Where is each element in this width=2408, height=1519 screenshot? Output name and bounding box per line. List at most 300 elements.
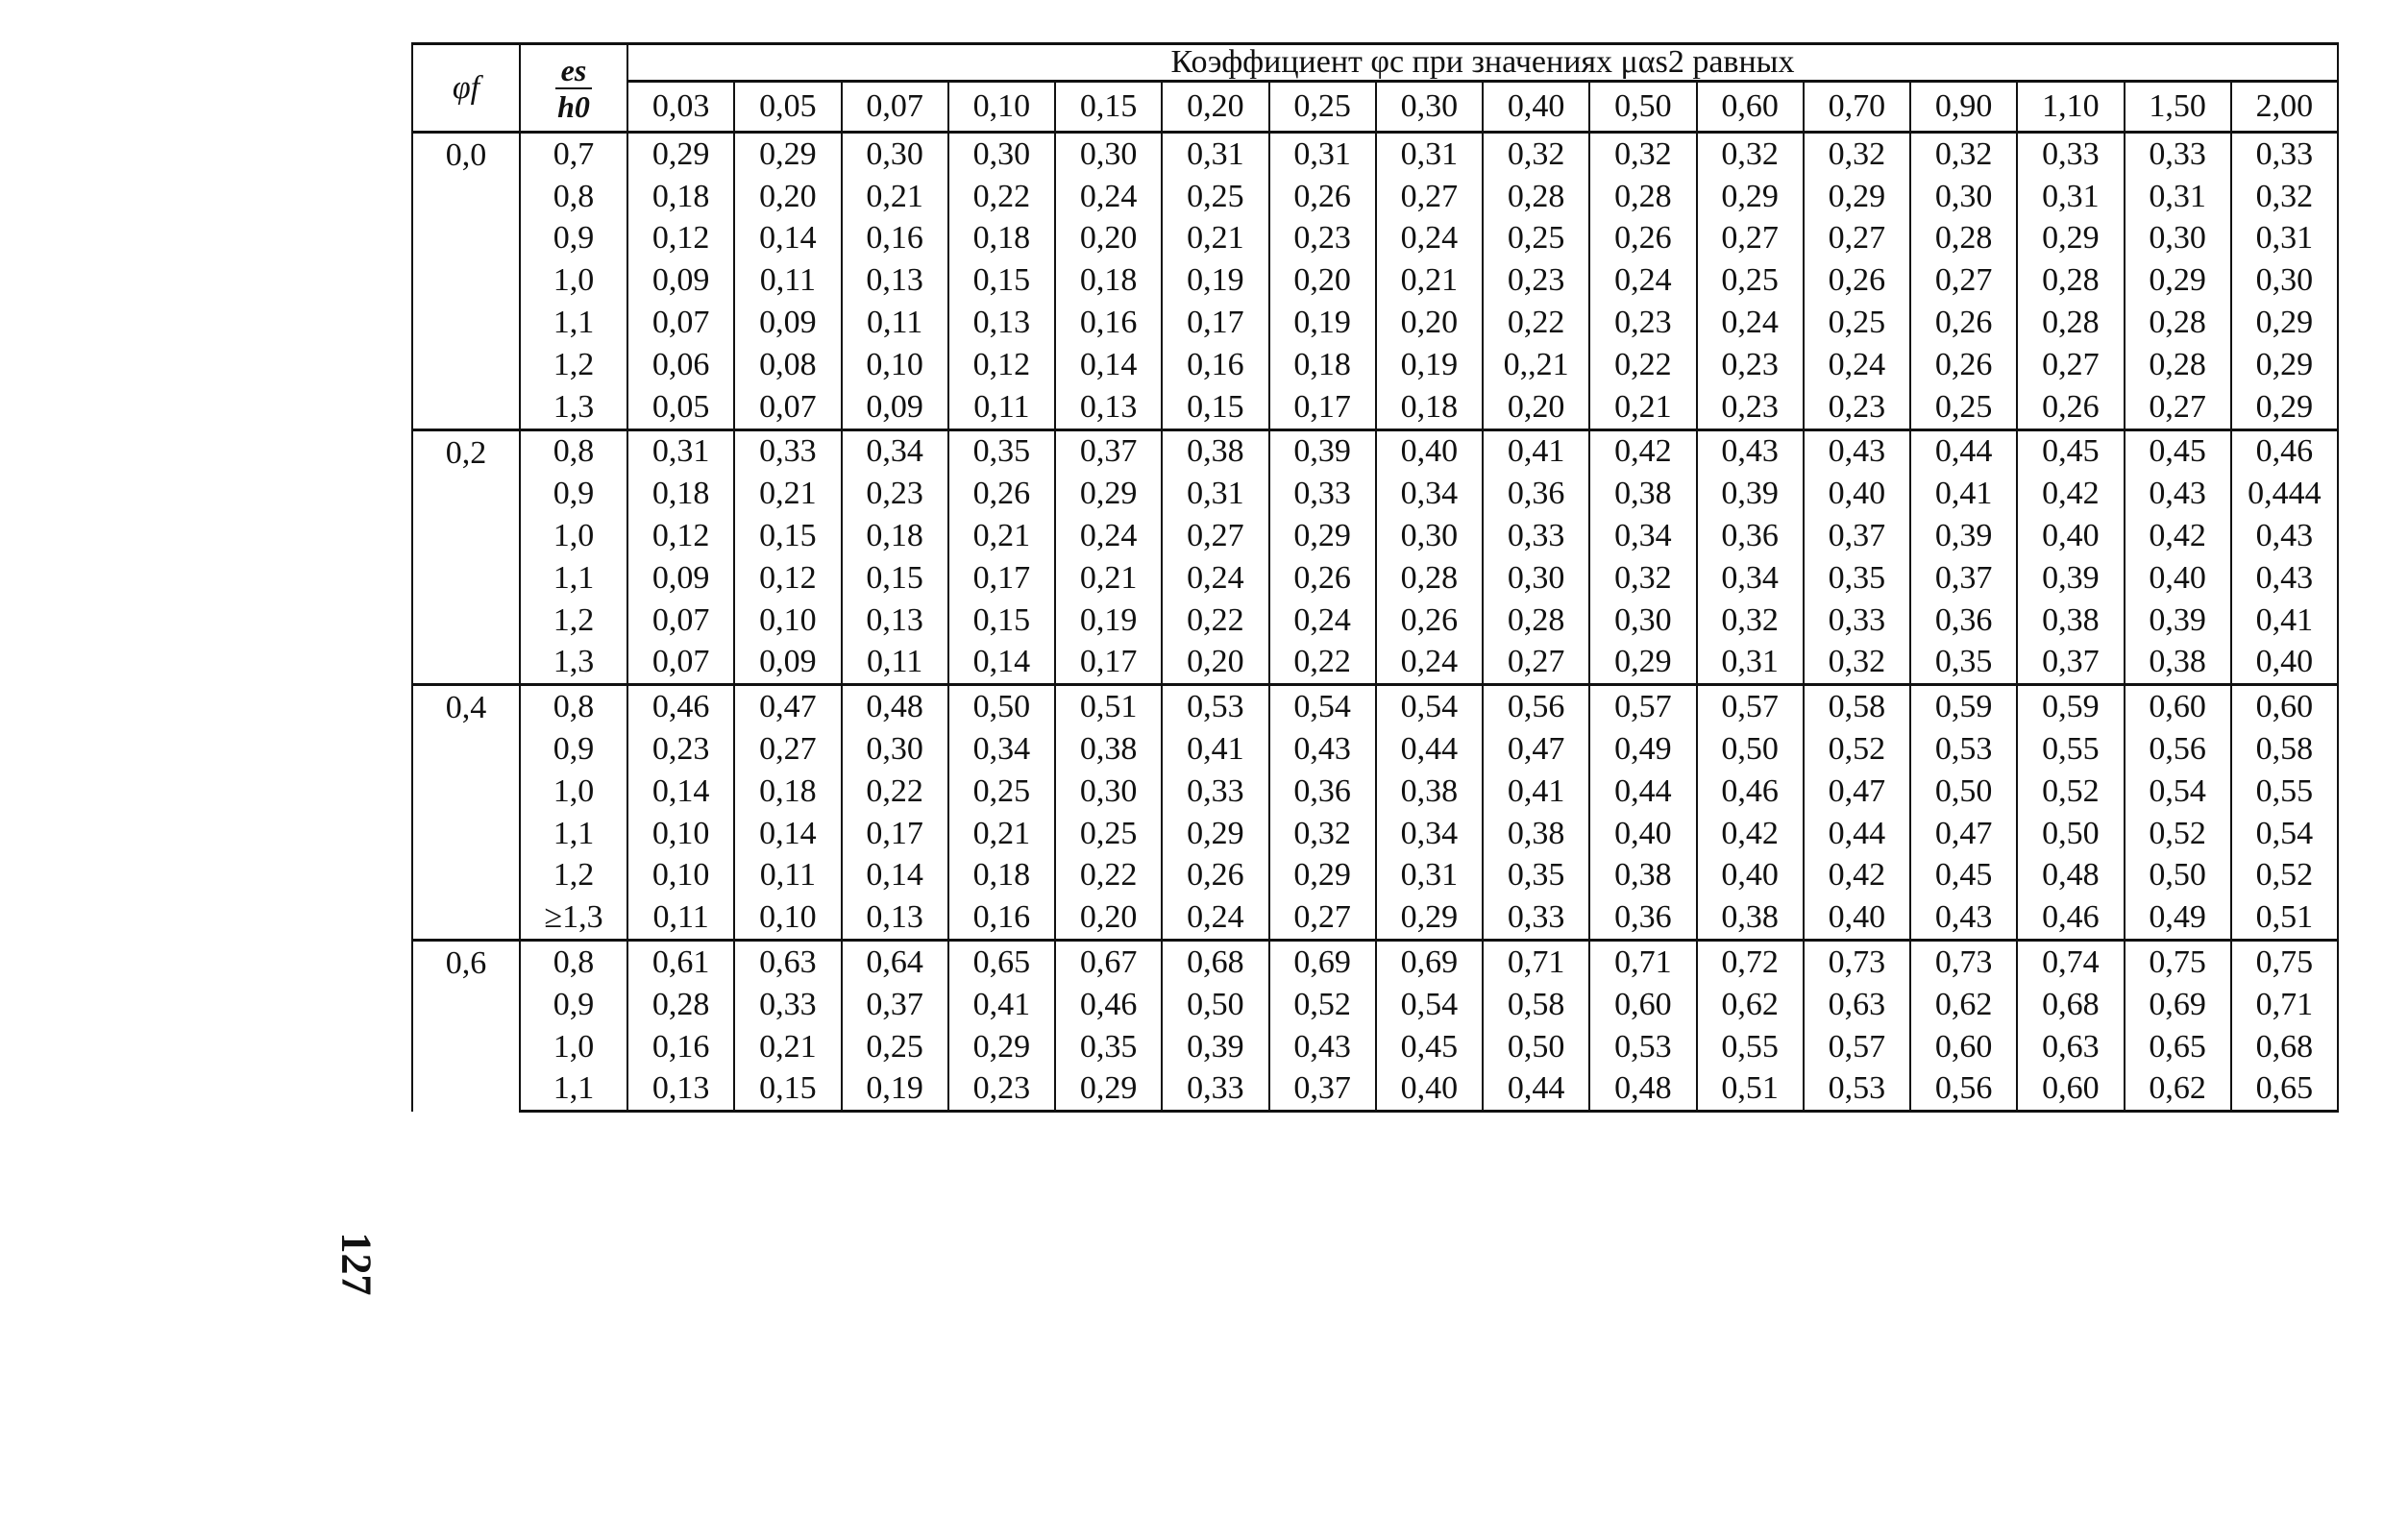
coefficient-cell: 0,21 (1162, 218, 1268, 260)
coefficient-cell: 0,33 (1162, 771, 1268, 813)
es-h0-cell: 0,8 (520, 941, 627, 984)
coefficient-cell: 0,21 (948, 813, 1055, 855)
coefficient-cell: 0,58 (2231, 728, 2338, 771)
coefficient-cell: 0,31 (627, 429, 734, 473)
coefficient-cell: 0,41 (1483, 771, 1589, 813)
coefficient-cell: 0,28 (1910, 218, 2017, 260)
coefficient-cell: 0,,21 (1483, 344, 1589, 386)
coefficient-cell: 0,72 (1697, 941, 1804, 984)
es-h0-header (520, 44, 627, 133)
coefficient-cell: 0,29 (2231, 302, 2338, 344)
coefficient-cell: 0,49 (1589, 728, 1696, 771)
coefficient-cell: 0,38 (1055, 728, 1162, 771)
coefficient-cell: 0,13 (948, 302, 1055, 344)
coefficient-cell: 0,26 (1804, 259, 1910, 302)
coefficient-cell: 0,33 (1804, 600, 1910, 642)
es-h0-cell: 1,3 (520, 642, 627, 685)
coefficient-cell: 0,29 (2231, 344, 2338, 386)
table-row (412, 771, 2338, 813)
coefficient-cell: 0,26 (948, 473, 1055, 515)
coefficient-cell: 0,44 (1376, 728, 1483, 771)
coefficient-cell: 0,48 (842, 685, 948, 728)
coefficient-cell: 0,73 (1910, 941, 2017, 984)
coefficient-cell: 0,34 (1376, 813, 1483, 855)
coefficient-cell: 0,65 (2125, 1026, 2231, 1068)
coefficient-cell: 0,60 (1589, 984, 1696, 1026)
table-row (412, 133, 2338, 176)
coefficient-cell: 0,28 (627, 984, 734, 1026)
coefficient-cell: 0,07 (734, 386, 841, 429)
coefficient-cell: 0,35 (1910, 642, 2017, 685)
coefficient-cell: 0,17 (1269, 386, 1376, 429)
table-row (412, 176, 2338, 218)
coefficient-cell: 0,50 (948, 685, 1055, 728)
coefficient-cell: 0,20 (1483, 386, 1589, 429)
coefficient-cell: 0,29 (1269, 855, 1376, 897)
coefficient-cell: 0,51 (1697, 1068, 1804, 1112)
coefficient-cell: 0,37 (1804, 515, 1910, 557)
es-h0-cell: 0,9 (520, 728, 627, 771)
coefficient-cell: 0,20 (734, 176, 841, 218)
coefficient-cell: 0,42 (2125, 515, 2231, 557)
coefficient-cell: 0,24 (1055, 176, 1162, 218)
coefficient-cell: 0,27 (1483, 642, 1589, 685)
coefficient-cell: 0,28 (1483, 176, 1589, 218)
coefficient-cell: 0,31 (2231, 218, 2338, 260)
coefficient-cell: 0,32 (1804, 133, 1910, 176)
coefficient-cell: 0,33 (734, 429, 841, 473)
coefficient-cell: 0,48 (2017, 855, 2124, 897)
coefficient-cell: 0,74 (2017, 941, 2124, 984)
coefficient-cell: 0,34 (1697, 557, 1804, 600)
coefficient-cell: 0,16 (1055, 302, 1162, 344)
coefficient-cell: 0,38 (1589, 473, 1696, 515)
coefficient-cell: 0,34 (1376, 473, 1483, 515)
coefficient-cell: 0,42 (1697, 813, 1804, 855)
coefficient-cell: 0,45 (2125, 429, 2231, 473)
coefficient-cell: 0,31 (2017, 176, 2124, 218)
coefficient-cell: 0,38 (2017, 600, 2124, 642)
table-row (412, 600, 2338, 642)
mu-value-header: 0,20 (1162, 82, 1268, 133)
coefficient-cell: 0,32 (2231, 176, 2338, 218)
coefficient-cell: 0,17 (1162, 302, 1268, 344)
coefficient-cell: 0,29 (1162, 813, 1268, 855)
coefficient-cell: 0,29 (1804, 176, 1910, 218)
coefficient-cell: 0,69 (1269, 941, 1376, 984)
coefficient-cell: 0,26 (1162, 855, 1268, 897)
coefficient-cell: 0,40 (2231, 642, 2338, 685)
table-row (412, 1026, 2338, 1068)
coefficient-cell: 0,67 (1055, 941, 1162, 984)
mu-value-header: 1,10 (2017, 82, 2124, 133)
coefficient-cell: 0,33 (1483, 515, 1589, 557)
es-h0-cell: 0,8 (520, 429, 627, 473)
coefficient-cell: 0,11 (842, 302, 948, 344)
es-h0-cell: 1,0 (520, 771, 627, 813)
coefficient-cell: 0,38 (1589, 855, 1696, 897)
coefficient-cell: 0,36 (1269, 771, 1376, 813)
coefficient-cell: 0,55 (2017, 728, 2124, 771)
table-row (412, 302, 2338, 344)
coefficient-cell: 0,51 (1055, 685, 1162, 728)
coefficient-cell: 0,20 (1055, 896, 1162, 940)
table-row (412, 557, 2338, 600)
coefficient-cell: 0,07 (627, 642, 734, 685)
coefficient-cell: 0,62 (2125, 1068, 2231, 1112)
coefficient-cell: 0,14 (948, 642, 1055, 685)
coefficient-cell: 0,34 (842, 429, 948, 473)
coefficient-cell: 0,18 (842, 515, 948, 557)
coefficient-cell: 0,30 (1589, 600, 1696, 642)
coefficient-cell: 0,30 (842, 133, 948, 176)
coefficient-cell: 0,60 (2231, 685, 2338, 728)
coefficient-cell: 0,33 (1269, 473, 1376, 515)
coefficient-cell: 0,43 (1804, 429, 1910, 473)
coefficient-cell: 0,16 (627, 1026, 734, 1068)
coefficient-cell: 0,09 (842, 386, 948, 429)
coefficient-cell: 0,18 (1376, 386, 1483, 429)
coefficient-table (411, 42, 2339, 1113)
coefficient-cell: 0,52 (1804, 728, 1910, 771)
coefficient-cell: 0,21 (1589, 386, 1696, 429)
coefficient-cell: 0,40 (1804, 473, 1910, 515)
coefficient-cell: 0,53 (1910, 728, 2017, 771)
mu-value-header: 0,50 (1589, 82, 1696, 133)
coefficient-cell: 0,30 (1483, 557, 1589, 600)
coefficient-cell: 0,40 (1376, 1068, 1483, 1112)
coefficient-cell: 0,65 (948, 941, 1055, 984)
coefficient-cell: 0,27 (1269, 896, 1376, 940)
coefficient-cell: 0,50 (2017, 813, 2124, 855)
coefficient-cell: 0,11 (948, 386, 1055, 429)
coefficient-cell: 0,17 (948, 557, 1055, 600)
es-h0-cell: 0,8 (520, 176, 627, 218)
coefficient-cell: 0,20 (1376, 302, 1483, 344)
coefficient-cell: 0,27 (734, 728, 841, 771)
coefficient-cell: 0,18 (1055, 259, 1162, 302)
coefficient-cell: 0,57 (1589, 685, 1696, 728)
coefficient-cell: 0,10 (627, 855, 734, 897)
coefficient-cell: 0,22 (1055, 855, 1162, 897)
es-denominator: h0 (557, 88, 590, 124)
table-row (412, 515, 2338, 557)
coefficient-cell: 0,54 (2231, 813, 2338, 855)
coefficient-cell: 0,43 (2231, 557, 2338, 600)
es-h0-cell: 1,2 (520, 344, 627, 386)
coefficient-cell: 0,13 (842, 600, 948, 642)
coefficient-cell: 0,32 (1697, 600, 1804, 642)
coefficient-cell: 0,31 (1376, 855, 1483, 897)
coefficient-cell: 0,23 (1697, 344, 1804, 386)
coefficient-cell: 0,29 (948, 1026, 1055, 1068)
coefficient-cell: 0,14 (842, 855, 948, 897)
coefficient-cell: 0,53 (1804, 1068, 1910, 1112)
coefficient-cell: 0,39 (1269, 429, 1376, 473)
table-row (412, 344, 2338, 386)
coefficient-cell: 0,18 (734, 771, 841, 813)
mu-value-header: 0,10 (948, 82, 1055, 133)
es-h0-cell: ≥1,3 (520, 896, 627, 940)
coefficient-cell: 0,30 (1910, 176, 2017, 218)
coefficient-cell: 0,39 (1697, 473, 1804, 515)
coefficient-cell: 0,25 (842, 1026, 948, 1068)
mu-value-header: 0,40 (1483, 82, 1589, 133)
table-row (412, 1068, 2338, 1112)
coefficient-cell: 0,50 (1697, 728, 1804, 771)
coefficient-cell: 0,27 (1162, 515, 1268, 557)
table-row (412, 813, 2338, 855)
coefficient-cell: 0,09 (734, 302, 841, 344)
table-row (412, 473, 2338, 515)
coefficient-cell: 0,26 (1269, 557, 1376, 600)
coefficient-cell: 0,57 (1697, 685, 1804, 728)
coefficient-cell: 0,33 (2231, 133, 2338, 176)
coefficient-cell: 0,58 (1483, 984, 1589, 1026)
coefficient-cell: 0,20 (1269, 259, 1376, 302)
mu-value-header: 1,50 (2125, 82, 2231, 133)
coefficient-cell: 0,24 (1804, 344, 1910, 386)
phi-f-header: φf (412, 44, 520, 133)
coefficient-cell: 0,60 (1910, 1026, 2017, 1068)
coefficient-cell: 0,23 (1697, 386, 1804, 429)
coefficient-cell: 0,41 (1162, 728, 1268, 771)
phi-f-cell: 0,6 (412, 941, 520, 1112)
coefficient-cell: 0,40 (2017, 515, 2124, 557)
coefficient-cell: 0,29 (627, 133, 734, 176)
coefficient-cell: 0,45 (2017, 429, 2124, 473)
coefficient-cell: 0,30 (842, 728, 948, 771)
coefficient-cell: 0,53 (1162, 685, 1268, 728)
coefficient-cell: 0,34 (948, 728, 1055, 771)
coefficient-cell: 0,25 (1483, 218, 1589, 260)
coefficient-cell: 0,21 (1055, 557, 1162, 600)
coefficient-cell: 0,52 (1269, 984, 1376, 1026)
mu-values-row (412, 82, 2338, 133)
coefficient-cell: 0,68 (2231, 1026, 2338, 1068)
coefficient-cell: 0,18 (627, 176, 734, 218)
coefficient-cell: 0,12 (948, 344, 1055, 386)
coefficient-cell: 0,12 (734, 557, 841, 600)
coefficient-cell: 0,24 (1376, 218, 1483, 260)
coefficient-cell: 0,30 (1055, 133, 1162, 176)
coefficient-cell: 0,21 (734, 1026, 841, 1068)
coefficient-cell: 0,46 (2017, 896, 2124, 940)
coefficient-cell: 0,14 (734, 218, 841, 260)
mu-value-header: 0,30 (1376, 82, 1483, 133)
coefficient-cell: 0,56 (1483, 685, 1589, 728)
es-h0-cell: 0,9 (520, 218, 627, 260)
coefficient-cell: 0,37 (1055, 429, 1162, 473)
es-h0-cell: 0,9 (520, 473, 627, 515)
phi-f-cell: 0,2 (412, 429, 520, 685)
coefficient-cell: 0,56 (2125, 728, 2231, 771)
coefficient-cell: 0,25 (1697, 259, 1804, 302)
coefficient-cell: 0,46 (1697, 771, 1804, 813)
coefficient-cell: 0,09 (627, 557, 734, 600)
coefficient-cell: 0,11 (734, 259, 841, 302)
coefficient-cell: 0,29 (1697, 176, 1804, 218)
coefficient-cell: 0,22 (842, 771, 948, 813)
coefficient-cell: 0,43 (2125, 473, 2231, 515)
coefficient-cell: 0,13 (842, 896, 948, 940)
es-h0-cell: 1,1 (520, 557, 627, 600)
coefficient-cell: 0,26 (1589, 218, 1696, 260)
coefficient-cell: 0,19 (1162, 259, 1268, 302)
coefficient-cell: 0,49 (2125, 896, 2231, 940)
coefficient-cell: 0,26 (2017, 386, 2124, 429)
coefficient-cell: 0,28 (1483, 600, 1589, 642)
coefficient-cell: 0,25 (1055, 813, 1162, 855)
coefficient-cell: 0,29 (1589, 642, 1696, 685)
coefficient-cell: 0,09 (627, 259, 734, 302)
coefficient-title: Коэффициент φc при значениях μαs2 равных (627, 44, 2338, 82)
coefficient-cell: 0,71 (1589, 941, 1696, 984)
coefficient-cell: 0,65 (2231, 1068, 2338, 1112)
coefficient-cell: 0,60 (2125, 685, 2231, 728)
coefficient-cell: 0,54 (1376, 984, 1483, 1026)
coefficient-cell: 0,29 (1055, 473, 1162, 515)
coefficient-cell: 0,05 (627, 386, 734, 429)
coefficient-cell: 0,24 (1376, 642, 1483, 685)
table-row (412, 728, 2338, 771)
coefficient-cell: 0,36 (1589, 896, 1696, 940)
coefficient-cell: 0,17 (842, 813, 948, 855)
coefficient-cell: 0,60 (2017, 1068, 2124, 1112)
coefficient-cell: 0,62 (1697, 984, 1804, 1026)
coefficient-cell: 0,39 (2017, 557, 2124, 600)
coefficient-cell: 0,33 (2017, 133, 2124, 176)
coefficient-cell: 0,29 (2231, 386, 2338, 429)
coefficient-cell: 0,64 (842, 941, 948, 984)
coefficient-cell: 0,444 (2231, 473, 2338, 515)
coefficient-cell: 0,29 (2017, 218, 2124, 260)
coefficient-cell: 0,19 (1269, 302, 1376, 344)
coefficient-cell: 0,75 (2231, 941, 2338, 984)
coefficient-cell: 0,43 (1269, 728, 1376, 771)
mu-value-header: 0,15 (1055, 82, 1162, 133)
coefficient-cell: 0,42 (1804, 855, 1910, 897)
coefficient-cell: 0,13 (842, 259, 948, 302)
coefficient-cell: 0,73 (1804, 941, 1910, 984)
coefficient-cell: 0,23 (842, 473, 948, 515)
coefficient-cell: 0,46 (1055, 984, 1162, 1026)
mu-value-header: 0,03 (627, 82, 734, 133)
coefficient-cell: 0,31 (2125, 176, 2231, 218)
coefficient-cell: 0,39 (1910, 515, 2017, 557)
coefficient-cell: 0,24 (1162, 557, 1268, 600)
coefficient-cell: 0,17 (1055, 642, 1162, 685)
coefficient-cell: 0,10 (842, 344, 948, 386)
coefficient-cell: 0,43 (1697, 429, 1804, 473)
coefficient-cell: 0,18 (948, 218, 1055, 260)
coefficient-cell: 0,24 (1269, 600, 1376, 642)
coefficient-cell: 0,53 (1589, 1026, 1696, 1068)
coefficient-cell: 0,38 (1376, 771, 1483, 813)
coefficient-cell: 0,16 (842, 218, 948, 260)
coefficient-cell: 0,10 (734, 896, 841, 940)
coefficient-cell: 0,52 (2231, 855, 2338, 897)
coefficient-cell: 0,22 (1269, 642, 1376, 685)
coefficient-cell: 0,50 (1483, 1026, 1589, 1068)
coefficient-cell: 0,38 (1697, 896, 1804, 940)
coefficient-cell: 0,44 (1804, 813, 1910, 855)
coefficient-cell: 0,28 (2125, 344, 2231, 386)
coefficient-cell: 0,10 (627, 813, 734, 855)
coefficient-cell: 0,23 (948, 1068, 1055, 1112)
coefficient-cell: 0,40 (1376, 429, 1483, 473)
coefficient-cell: 0,24 (1697, 302, 1804, 344)
coefficient-cell: 0,29 (1055, 1068, 1162, 1112)
coefficient-cell: 0,22 (1162, 600, 1268, 642)
coefficient-cell: 0,37 (1910, 557, 2017, 600)
table-row (412, 855, 2338, 897)
coefficient-cell: 0,27 (1804, 218, 1910, 260)
coefficient-cell: 0,26 (1910, 302, 2017, 344)
table-row (412, 642, 2338, 685)
table-row (412, 429, 2338, 473)
coefficient-cell: 0,33 (734, 984, 841, 1026)
coefficient-cell: 0,59 (1910, 685, 2017, 728)
coefficient-cell: 0,40 (1697, 855, 1804, 897)
coefficient-cell: 0,45 (1910, 855, 2017, 897)
coefficient-cell: 0,20 (1055, 218, 1162, 260)
coefficient-cell: 0,37 (842, 984, 948, 1026)
coefficient-cell: 0,11 (842, 642, 948, 685)
coefficient-cell: 0,28 (2125, 302, 2231, 344)
mu-value-header: 2,00 (2231, 82, 2338, 133)
coefficient-cell: 0,30 (1055, 771, 1162, 813)
coefficient-cell: 0,26 (1376, 600, 1483, 642)
es-h0-cell: 1,2 (520, 600, 627, 642)
coefficient-cell: 0,07 (627, 302, 734, 344)
coefficient-cell: 0,35 (1804, 557, 1910, 600)
coefficient-cell: 0,35 (1483, 855, 1589, 897)
coefficient-cell: 0,54 (1269, 685, 1376, 728)
coefficient-cell: 0,63 (1804, 984, 1910, 1026)
es-h0-cell: 1,0 (520, 515, 627, 557)
coefficient-cell: 0,26 (1910, 344, 2017, 386)
coefficient-cell: 0,21 (842, 176, 948, 218)
coefficient-cell: 0,26 (1269, 176, 1376, 218)
coefficient-cell: 0,18 (627, 473, 734, 515)
coefficient-cell: 0,50 (2125, 855, 2231, 897)
coefficient-cell: 0,33 (2125, 133, 2231, 176)
coefficient-cell: 0,38 (2125, 642, 2231, 685)
es-h0-fraction (555, 52, 593, 124)
coefficient-cell: 0,39 (1162, 1026, 1268, 1068)
coefficient-cell: 0,23 (1804, 386, 1910, 429)
coefficient-cell: 0,14 (627, 771, 734, 813)
coefficient-cell: 0,50 (1910, 771, 2017, 813)
coefficient-cell: 0,15 (734, 1068, 841, 1112)
coefficient-cell: 0,09 (734, 642, 841, 685)
coefficient-cell: 0,28 (1589, 176, 1696, 218)
coefficient-cell: 0,55 (1697, 1026, 1804, 1068)
coefficient-cell: 0,27 (1910, 259, 2017, 302)
coefficient-cell: 0,37 (2017, 642, 2124, 685)
coefficient-cell: 0,23 (1269, 218, 1376, 260)
coefficient-cell: 0,31 (1162, 133, 1268, 176)
coefficient-cell: 0,40 (1804, 896, 1910, 940)
coefficient-cell: 0,43 (1269, 1026, 1376, 1068)
coefficient-cell: 0,39 (2125, 600, 2231, 642)
coefficient-cell: 0,32 (1697, 133, 1804, 176)
coefficient-cell: 0,31 (1697, 642, 1804, 685)
coefficient-cell: 0,44 (1910, 429, 2017, 473)
coefficient-cell: 0,35 (948, 429, 1055, 473)
mu-value-header: 0,05 (734, 82, 841, 133)
